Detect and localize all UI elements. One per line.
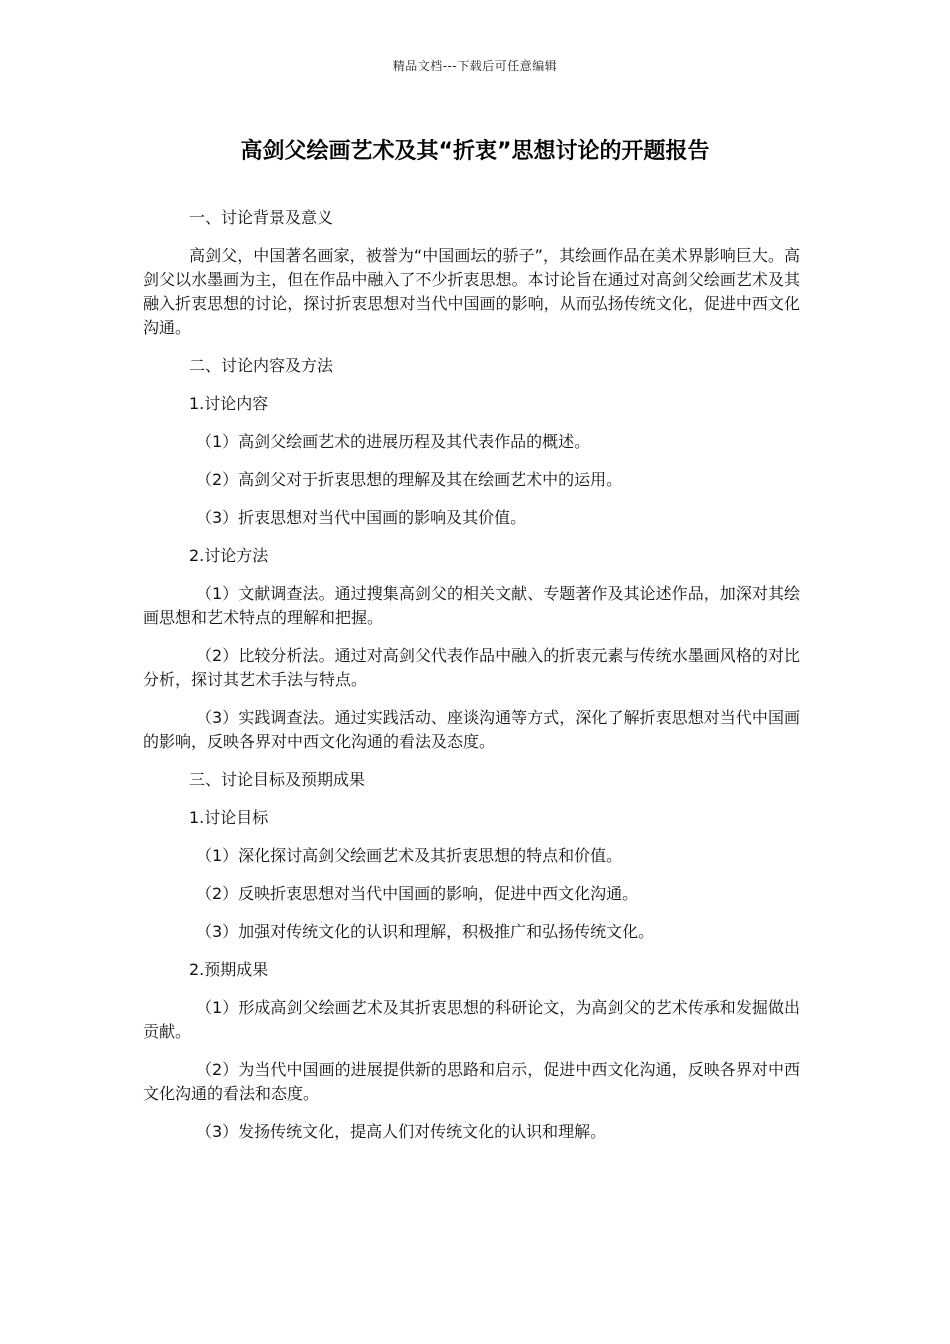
header-note: 精品文档---下载后可任意编辑: [392, 59, 558, 73]
list-item: （3）折衷思想对当代中国画的影响及其价值。: [196, 508, 527, 527]
subheading-goals: 1.讨论目标: [189, 808, 269, 827]
list-item: （3）发扬传统文化，提高人们对传统文化的认识和理解。: [196, 1122, 607, 1141]
list-item: （1）形成高剑父绘画艺术及其折衷思想的科研论文，为高剑父的艺术传承和发掘做出贡献。: [143, 998, 800, 1041]
subheading-method: 2.讨论方法: [189, 546, 269, 565]
section-heading-background: 一、讨论背景及意义: [189, 208, 334, 227]
list-item: （3）加强对传统文化的认识和理解，积极推广和弘扬传统文化。: [196, 922, 655, 941]
section-heading-content-method: 二、讨论内容及方法: [189, 356, 334, 375]
list-item: （2）比较分析法。通过对高剑父代表作品中融入的折衷元素与传统水墨画风格的对比分析，探讨其艺术手法与特点。: [143, 646, 800, 689]
document-body: [143, 206, 800, 1158]
list-item: （1）文献调查法。通过搜集高剑父的相关文献、专题著作及其论述作品，加深对其绘画思想和艺术特点的理解和把握。: [143, 584, 800, 627]
subheading-content: 1.讨论内容: [189, 394, 269, 413]
list-item: （2）反映折衷思想对当代中国画的影响，促进中西文化沟通。: [196, 884, 639, 903]
list-item: （2）高剑父对于折衷思想的理解及其在绘画艺术中的运用。: [196, 470, 623, 489]
list-item: （2）为当代中国画的进展提供新的思路和启示，促进中西文化沟通，反映各界对中西文化沟通的看法和态度。: [143, 1060, 800, 1103]
list-item: （1）深化探讨高剑父绘画艺术及其折衷思想的特点和价值。: [196, 846, 623, 865]
section-heading-goals: 三、讨论目标及预期成果: [189, 770, 366, 789]
body-paragraph-background: 高剑父，中国著名画家，被誉为“中国画坛的骄子”，其绘画作品在美术界影响巨大。高剑父以水墨画为主，但在作品中融入了不少折衷思想。本讨论旨在通过对高剑父绘画艺术及其融入折衷思想的讨论，探讨折衷思想对当代中国画的影响，从而弘扬传统文化，促进中西文化沟通。: [143, 246, 800, 337]
document-title: 高剑父绘画艺术及其“折衷”思想讨论的开题报告: [240, 139, 710, 164]
subheading-outcomes: 2.预期成果: [189, 960, 269, 979]
list-item: （1）高剑父绘画艺术的进展历程及其代表作品的概述。: [196, 432, 591, 451]
list-item: （3）实践调查法。通过实践活动、座谈沟通等方式，深化了解折衷思想对当代中国画的影响，反映各界对中西文化沟通的看法及态度。: [143, 708, 800, 751]
